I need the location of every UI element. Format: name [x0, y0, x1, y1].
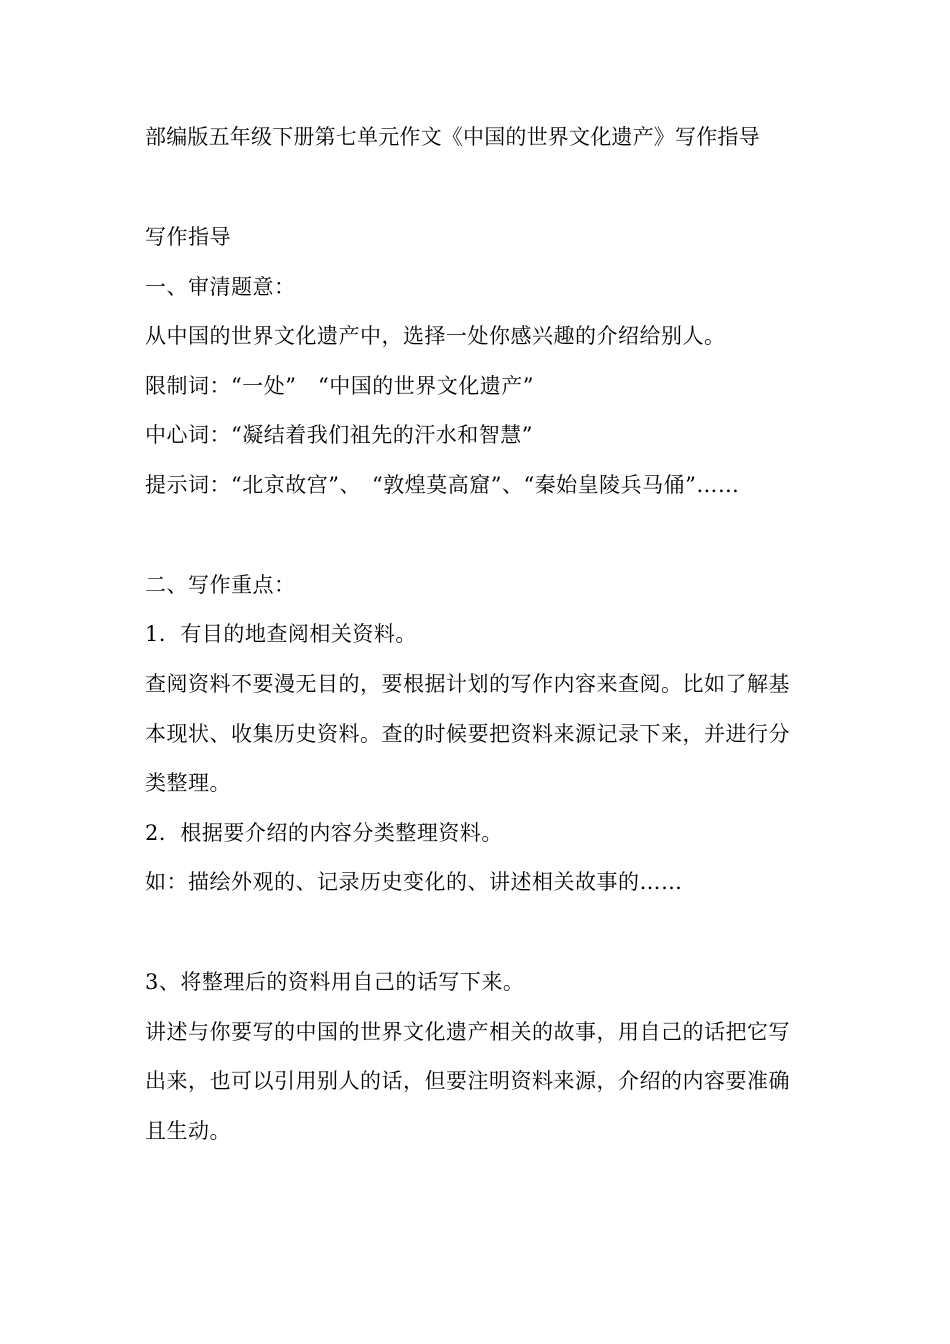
point3-line-2: 出来，也可以引用别人的话，但要注明资料来源，介绍的内容要准确	[145, 1069, 790, 1093]
section1-line-4: 提示词：“北京故宫”、 “敦煌莫高窟”、“秦始皇陵兵马俑”……	[145, 473, 740, 497]
guide-heading: 写作指导	[145, 225, 231, 249]
point1-line-3: 类整理。	[145, 771, 231, 795]
section1-line-2: 限制词：“一处” “中国的世界文化遗产”	[145, 374, 534, 398]
section1-line-3: 中心词：“凝结着我们祖先的汗水和智慧”	[145, 423, 533, 447]
point1-line-1: 查阅资料不要漫无目的，要根据计划的写作内容来查阅。比如了解基	[145, 672, 790, 696]
point2-heading: 2．根据要介绍的内容分类整理资料。	[145, 821, 503, 845]
document-title: 部编版五年级下册第七单元作文《中国的世界文化遗产》写作指导	[145, 125, 760, 149]
point1-heading: 1．有目的地查阅相关资料。	[145, 622, 417, 646]
section1-line-1: 从中国的世界文化遗产中，选择一处你感兴趣的介绍给别人。	[145, 324, 726, 348]
point3-heading: 3、将整理后的资料用自己的话写下来。	[145, 970, 525, 994]
point3-line-1: 讲述与你要写的中国的世界文化遗产相关的故事，用自己的话把它写	[145, 1020, 790, 1044]
section-heading-writing-focus: 二、写作重点：	[145, 573, 296, 597]
point2-line-1: 如：描绘外观的、记录历史变化的、讲述相关故事的……	[145, 870, 683, 894]
section-heading-review-topic: 一、审清题意：	[145, 275, 296, 299]
point3-line-3: 且生动。	[145, 1119, 231, 1143]
point1-line-2: 本现状、收集历史资料。查的时候要把资料来源记录下来，并进行分	[145, 722, 790, 746]
